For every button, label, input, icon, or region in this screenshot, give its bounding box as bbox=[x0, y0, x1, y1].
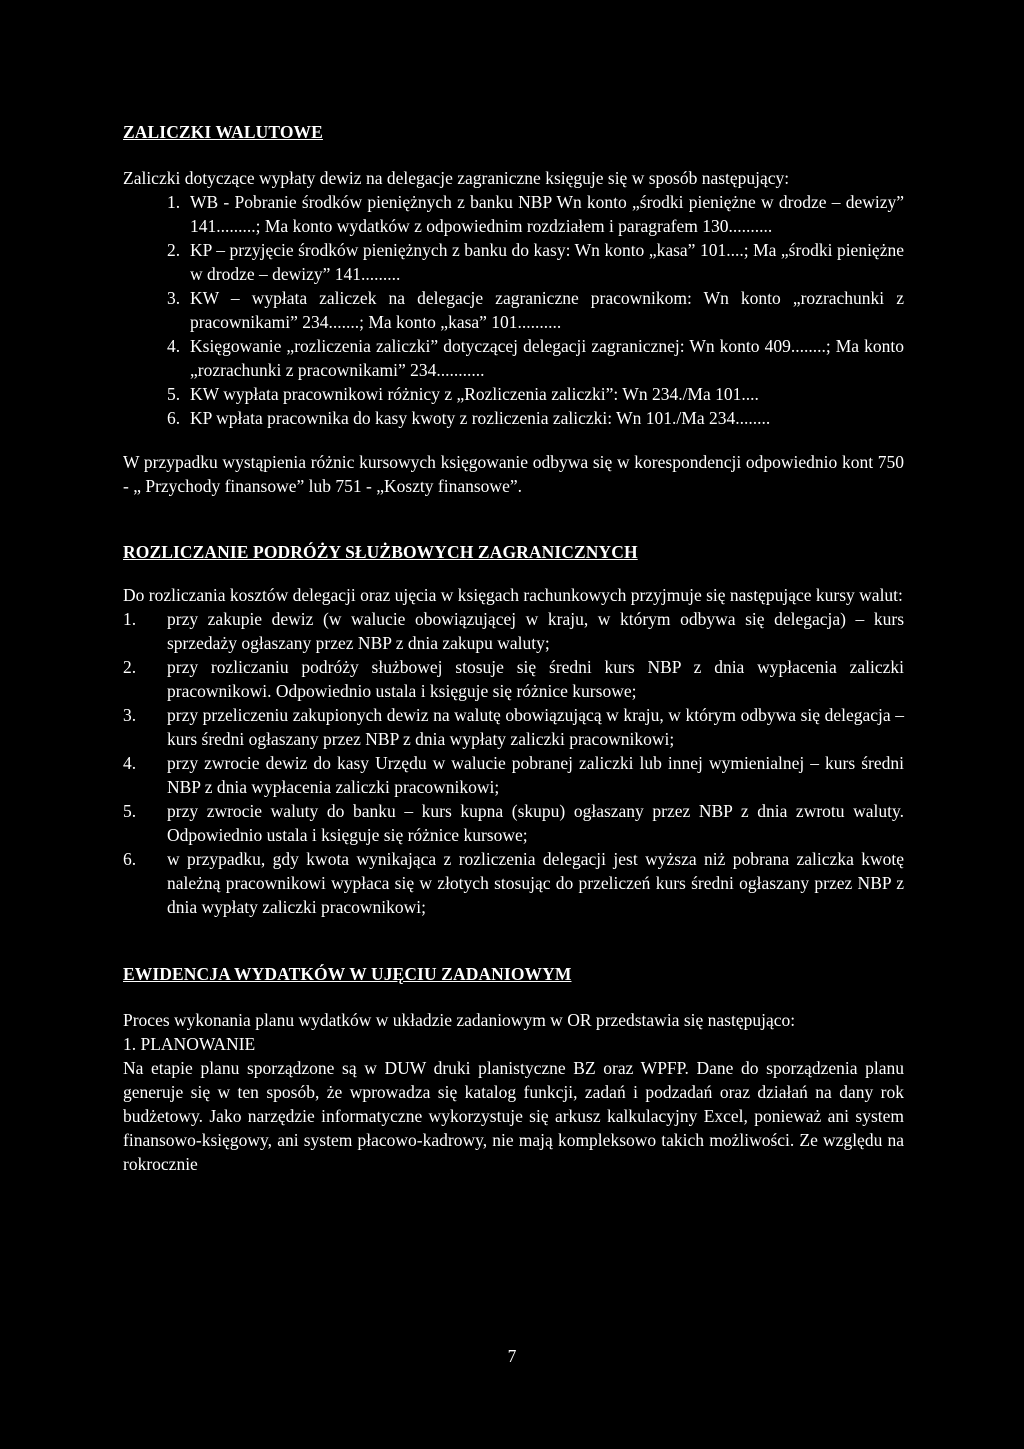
list-item-text: KP – przyjęcie środków pieniężnych z banku do kasy: Wn konto „kasa” 101....; Ma „środki pieniężne w drodze – dewizy” 141......... bbox=[190, 240, 904, 284]
list-item bbox=[123, 406, 904, 430]
list-item bbox=[123, 382, 904, 406]
list-item-number: 1. bbox=[167, 192, 181, 212]
list-item bbox=[123, 703, 904, 751]
list-item-text: przy przeliczeniu zakupionych dewiz na walutę obowiązującą w kraju, w którym odbywa się delegacja – kurs średni ogłaszany przez NBP z dnia wypłaty zaliczki pracownikowi; bbox=[167, 705, 904, 749]
list-item-number: 5. bbox=[123, 801, 137, 821]
list-item-text: KW – wypłata zaliczek na delegacje zagraniczne pracownikom: Wn konto „rozrachunki z pracownikami” 234.......; Ma konto „kasa” 101.......... bbox=[190, 288, 904, 332]
list-item-number: 6. bbox=[123, 849, 137, 869]
section-ewidencja-wydatkow bbox=[123, 960, 904, 1176]
list-item-text: KW wypłata pracownikowi różnicy z „Rozliczenia zaliczki”: Wn 234./Ma 101.... bbox=[190, 384, 759, 404]
list-item-number: 5. bbox=[167, 384, 181, 404]
section-heading: ROZLICZANIE PODRÓŻY SŁUŻBOWYCH ZAGRANICZNYCH bbox=[123, 542, 638, 562]
planning-paragraph: Na etapie planu sporządzone są w DUW druki planistyczne BZ oraz WPFP. Dane do sporządzenia planu generuje się w ten sposób, że wprowadza się katalog funkcji, zadań i podzadań oraz działań na dany rok budżetowy. Jako narzędzie informatyczne wykorzystuje się arkusz kalkulacyjny Excel, ponieważ ani system finansowo-księgowy, ani system płacowo-kadrowy, nie mają kompleksowo takich możliwości. Ze względu na rokrocznie bbox=[123, 1058, 904, 1174]
list-item-number: 1. bbox=[123, 609, 137, 629]
subheading-planowanie: 1. PLANOWANIE bbox=[123, 1034, 256, 1054]
exchange-differences-paragraph: W przypadku wystąpienia różnic kursowych księgowanie odbywa się w korespondencji odpowiednio kont 750 - „ Przychody finansowe” lub 751 - „Koszty finansowe”. bbox=[123, 452, 904, 496]
list-item bbox=[123, 190, 904, 238]
document-page bbox=[123, 118, 904, 1176]
list-item-text: przy zwrocie waluty do banku – kurs kupna (skupu) ogłaszany przez NBP z dnia zwrotu waluty. Odpowiednio ustala i księguje się różnice kursowe; bbox=[167, 801, 904, 845]
section-zaliczki-walutowe bbox=[123, 118, 904, 498]
page-number: 7 bbox=[507, 1346, 517, 1366]
booking-list bbox=[123, 190, 904, 430]
list-item-text: Księgowanie „rozliczenia zaliczki” dotyczącej delegacji zagranicznej: Wn konto 409........; Ma konto „rozrachunki z pracownikami” 234........... bbox=[190, 336, 904, 380]
list-item-number: 2. bbox=[167, 240, 181, 260]
list-item-text: przy zwrocie dewiz do kasy Urzędu w walucie pobranej zaliczki lub innej wymienialnej – kurs średni NBP z dnia wypłacenia zaliczki pracownikowi; bbox=[167, 753, 904, 797]
list-item-number: 2. bbox=[123, 657, 137, 677]
list-item bbox=[123, 751, 904, 799]
list-item-text: WB - Pobranie środków pieniężnych z banku NBP Wn konto „środki pieniężne w drodze – dewizy” 141.........; Ma konto wydatków z odpowiednim rozdziałem i paragrafem 130.......... bbox=[190, 192, 904, 236]
list-item bbox=[123, 607, 904, 655]
exchange-rates-list bbox=[123, 607, 904, 919]
section-intro: Proces wykonania planu wydatków w układzie zadaniowym w OR przedstawia się następująco: bbox=[123, 1010, 796, 1030]
list-item-number: 4. bbox=[167, 336, 181, 356]
list-item-text: przy zakupie dewiz (w walucie obowiązującej w kraju, w którym odbywa się delegacja) – kurs sprzedaży ogłaszany przez NBP z dnia zakupu waluty; bbox=[167, 609, 904, 653]
list-item bbox=[123, 799, 904, 847]
list-item-number: 3. bbox=[167, 288, 181, 308]
list-item-number: 6. bbox=[167, 408, 181, 428]
list-item-text: przy rozliczaniu podróży służbowej stosuje się średni kurs NBP z dnia wypłacenia zaliczki pracownikowi. Odpowiednio ustala i księguje się różnice kursowe; bbox=[167, 657, 904, 701]
list-item bbox=[123, 238, 904, 286]
list-item bbox=[123, 847, 904, 919]
list-item-text: w przypadku, gdy kwota wynikająca z rozliczenia delegacji jest wyższa niż pobrana zaliczka kwotę należną pracownikowi wypłaca się w złotych stosując do przeliczeń kurs średni ogłaszany przez NBP z dnia wypłaty zaliczki pracownikowi; bbox=[167, 849, 904, 917]
section-rozliczanie-podrozy bbox=[123, 538, 904, 919]
list-item bbox=[123, 655, 904, 703]
section-intro: Do rozliczania kosztów delegacji oraz ujęcia w księgach rachunkowych przyjmuje się następujące kursy walut: bbox=[123, 585, 903, 605]
list-item-text: KP wpłata pracownika do kasy kwoty z rozliczenia zaliczki: Wn 101./Ma 234........ bbox=[190, 408, 771, 428]
list-item bbox=[123, 286, 904, 334]
section-heading: ZALICZKI WALUTOWE bbox=[123, 122, 323, 142]
list-item-number: 4. bbox=[123, 753, 137, 773]
section-intro: Zaliczki dotyczące wypłaty dewiz na delegacje zagraniczne księguje się w sposób następujący: bbox=[123, 168, 790, 188]
list-item-number: 3. bbox=[123, 705, 137, 725]
section-heading: EWIDENCJA WYDATKÓW W UJĘCIU ZADANIOWYM bbox=[123, 964, 572, 984]
list-item bbox=[123, 334, 904, 382]
